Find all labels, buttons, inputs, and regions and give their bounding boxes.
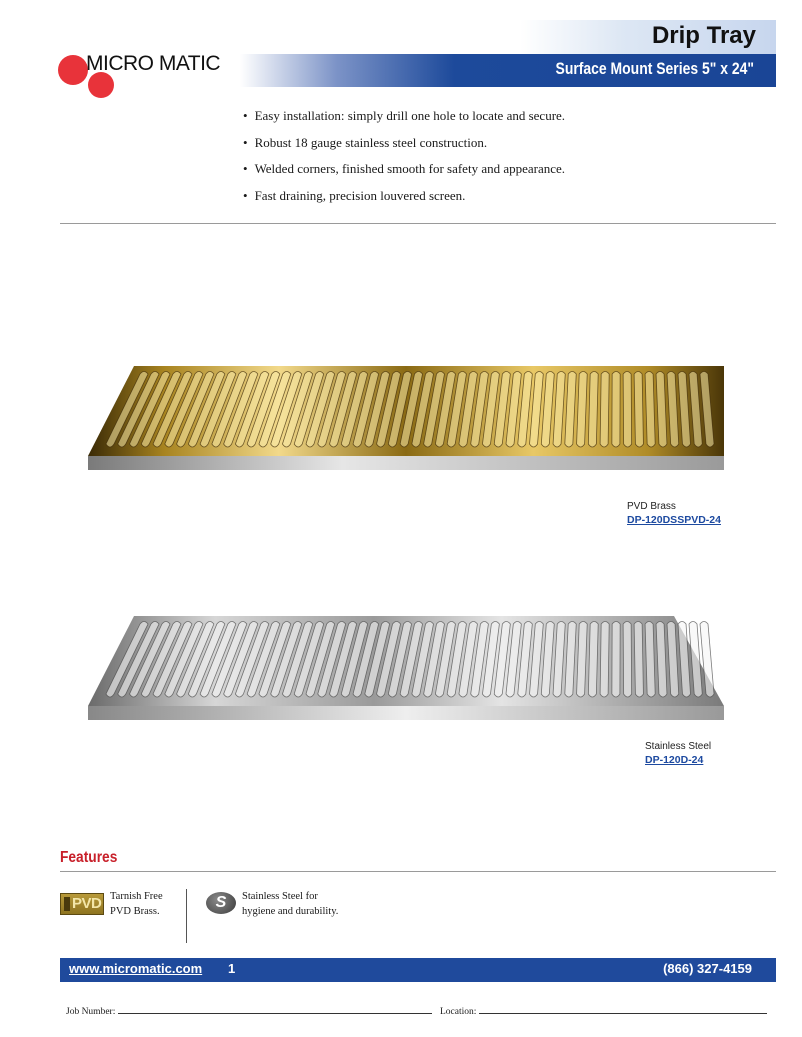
- job-number-field[interactable]: [66, 1004, 432, 1017]
- footer-bar: [60, 958, 776, 982]
- product-code-link[interactable]: DP-120DSSPVD-24: [627, 514, 721, 526]
- product-caption-steel: [645, 741, 711, 766]
- location-label: Location:: [440, 1007, 477, 1017]
- product-label: Stainless Steel: [645, 741, 712, 752]
- bullet-item: • Robust 18 gauge stainless steel construction.: [243, 130, 565, 157]
- brass-tray-illustration: [84, 364, 734, 474]
- stainless-steel-icon: S: [206, 892, 236, 914]
- features-heading: Features: [60, 849, 118, 866]
- product-code-link[interactable]: DP-120D-24: [645, 754, 704, 766]
- job-number-label: Job Number:: [66, 1007, 116, 1017]
- feature-text-steel: Stainless Steel for hygiene and durability.: [242, 891, 339, 917]
- brass-tray-image: [84, 364, 734, 474]
- bullet-item: • Easy installation: simply drill one hole to locate and secure.: [243, 103, 565, 130]
- brand-logo: [58, 50, 238, 100]
- pvd-badge-icon: PVD: [60, 893, 104, 915]
- divider: [60, 223, 776, 224]
- page-title: Drip Tray: [651, 22, 756, 49]
- feature-divider: [186, 889, 187, 943]
- feature-text-pvd: Tarnish Free PVD Brass.: [110, 891, 163, 917]
- steel-tray-image: [84, 614, 734, 724]
- brand-name: MICRO MATIC: [86, 52, 221, 75]
- subtitle-banner: [240, 54, 776, 87]
- product-label: PVD Brass: [627, 501, 676, 512]
- bullet-item: • Welded corners, finished smooth for safety and appearance.: [243, 156, 565, 183]
- product-caption-brass: [627, 501, 721, 526]
- logo-circle-icon: [58, 55, 88, 85]
- divider: [60, 871, 776, 872]
- website-link[interactable]: www.micromatic.com: [69, 961, 203, 976]
- feature-bullet-list: [243, 103, 565, 209]
- bullet-item: • Fast draining, precision louvered screen.: [243, 183, 565, 210]
- steel-tray-illustration: [84, 614, 734, 724]
- phone-number: (866) 327-4159: [663, 961, 752, 976]
- title-banner: [520, 20, 776, 54]
- page-subtitle: Surface Mount Series 5" x 24": [555, 59, 754, 78]
- location-field[interactable]: [440, 1004, 767, 1017]
- page-number: 1: [228, 961, 236, 976]
